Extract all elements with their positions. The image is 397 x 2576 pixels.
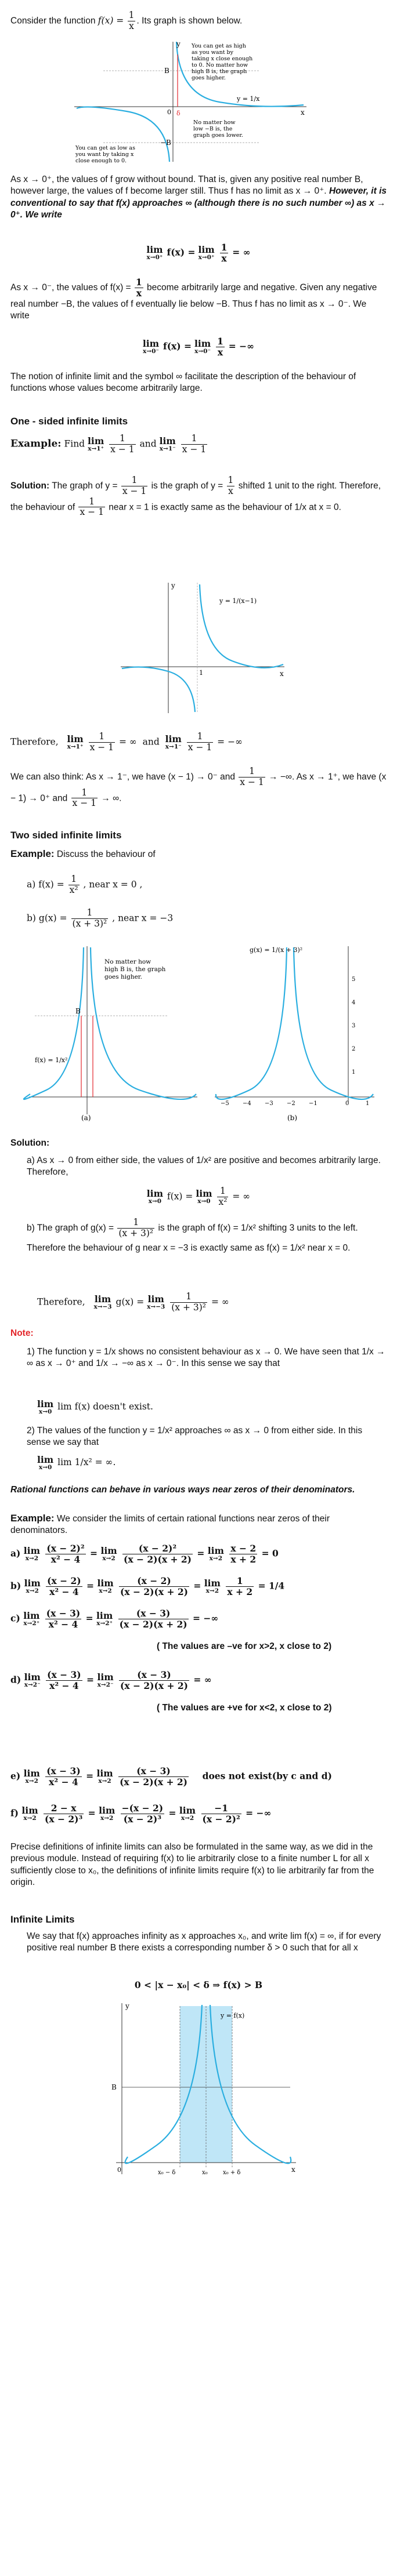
intro-paragraph: [10, 10, 387, 32]
curve-left: [122, 667, 195, 712]
svg-text:0: 0: [345, 1100, 349, 1107]
definition-condition: 0 < |x − x₀| < δ ⇒ f(x) > B: [134, 1979, 263, 1990]
svg-text:You can get as high: You can get as high: [192, 43, 246, 49]
svg-text:low −B is, the: low −B is, the: [193, 126, 233, 132]
graph-b: [215, 946, 374, 1122]
svg-text:y: y: [125, 2002, 129, 2010]
svg-text:you want by taking x: you want by taking x: [75, 151, 134, 158]
svg-text:You can get as low as: You can get as low as: [75, 145, 135, 151]
graphs-two-sided: [23, 940, 377, 1126]
example-rational: Example: We consider the limits of certain rational functions near zeros of their denominators.: [10, 1513, 330, 1536]
svg-text:high B is, the graph: high B is, the graph: [192, 68, 247, 75]
svg-text:to 0. No matter how: to 0. No matter how: [192, 62, 248, 68]
svg-text:y = f(x): y = f(x): [221, 2012, 245, 2019]
svg-text:x: x: [280, 670, 284, 678]
solution-two-sided-label: Solution:: [10, 1138, 50, 1148]
row-d: d) lim x→2⁻ $\frac{(x - 3)}{\text{x² − 4}}$ = lim x→2⁻ $\frac{(x - 3)}{(x - 2)(x + 2)}$ = ∞: [10, 1669, 212, 1691]
note-1-limit: lim x→0 lim f(x) doesn't exist.: [37, 1398, 153, 1415]
svg-text:goes higher.: goes higher.: [104, 973, 143, 980]
graph-a: [24, 946, 197, 1122]
label-B: B: [164, 67, 169, 75]
svg-text:goes higher.: goes higher.: [192, 75, 226, 81]
annotation-right: [193, 119, 243, 139]
note-1: 1) The function y = 1/x shows no consistent behaviour as x → 0. We have seen that 1/x → ∞ as x → 0⁺ and 1/x → −∞ as x → 0⁻. In this sense we say that: [27, 1347, 385, 1369]
equation-lim-plus: lim x→0⁺ f(x) = lim x→0⁺ $\frac{1}{x}$ = ∞: [146, 242, 251, 264]
svg-text:x₀ + δ: x₀ + δ: [223, 2170, 241, 2176]
svg-text:y = 1/(x−1): y = 1/(x−1): [219, 597, 257, 605]
equation-lim-minus: lim x→0⁻ f(x) = lim x→0⁻ $\frac{1}{x}$ = −∞: [142, 336, 255, 358]
svg-text:−2: −2: [287, 1100, 295, 1107]
svg-text:(a): (a): [81, 1114, 91, 1122]
note-2-limit: lim x→0 lim 1/x² = ∞.: [37, 1454, 116, 1471]
note-c: ( The values are –ve for x>2, x close to 2): [157, 1641, 332, 1651]
example-two-sided: Example: Discuss the behaviour of: [10, 848, 156, 859]
svg-text:B: B: [75, 1007, 81, 1015]
svg-text:5: 5: [352, 976, 356, 983]
svg-text:high B is, the graph: high B is, the graph: [104, 966, 166, 973]
svg-text:B: B: [111, 2083, 117, 2091]
row-b: b) lim x→2 $\frac{(x - 2)}{\text{x² − 4}}$ = lim x→2 $\frac{(x - 2)}{(x - 2)(x + 2)}$ = lim x→2 $\frac{1}{x + 2}$ = 1/4: [10, 1575, 285, 1597]
svg-text:x: x: [291, 2166, 295, 2174]
svg-text:1: 1: [352, 1069, 356, 1076]
label-axis-y: y: [176, 40, 181, 48]
svg-text:x₀: x₀: [202, 2170, 208, 2176]
rational-functions-statement: Rational functions can behave in various ways near zeros of their denominators.: [10, 1485, 355, 1495]
heading-infinite-limits: Infinite Limits: [10, 1914, 75, 1925]
graph-one-over-x: [68, 37, 312, 165]
definition-infinite-limits: We say that f(x) approaches infinity as x approaches x₀, and write lim f(x) = ∞, if for every positive real number B there exists a corresponding number δ > 0 such that for all x: [27, 1931, 381, 1953]
solution-one-sided: Solution: The graph of y = $\frac{1}{x - 1}$ is the graph of y = $\frac{1}{x}$ shifted 1 unit to the right. Therefore, the behaviour of $\frac{1}{x - 1}$ near x = 1 is exactly same as the behaviour of 1/x at x = 0.: [10, 475, 381, 518]
svg-text:−5: −5: [221, 1100, 229, 1107]
svg-text:0: 0: [117, 2166, 121, 2174]
note-label: Note:: [10, 1328, 34, 1338]
graph-definition: [104, 2000, 302, 2186]
svg-text:No matter how: No matter how: [104, 958, 151, 965]
label-delta: δ: [176, 110, 181, 117]
paragraph-precise-definitions: Precise definitions of infinite limits can also be formulated in the same way, as we did in the previous module. Instead of requiring f(x) to lie arbitrarily close to a finite number L for all x sufficiently close to x₀, the definitions of infinite limits require f(x) to lie arbitrarily far from the origin.: [10, 1842, 374, 1888]
function-symbol: f(x) =: [98, 15, 124, 26]
svg-text:4: 4: [352, 1000, 356, 1006]
label-equation: y = 1/x: [237, 95, 260, 103]
graph-one-over-x-minus-1: [116, 580, 290, 716]
label-negB: −B: [160, 139, 171, 147]
equation-lim-one-over-x2: lim x→0 f(x) = lim x→0 $\frac{1}{\text{x²}}$ = ∞: [146, 1186, 251, 1207]
note-2: 2) The values of the function y = 1/x² approaches ∞ as x → 0 from either side. In this sense we say that: [27, 1426, 363, 1448]
note-d: ( The values are +ve for x<2, x close to 2): [157, 1703, 332, 1713]
label-origin: 0: [167, 108, 171, 116]
row-f: f) lim x→2 $\frac{2 - x}{\text{(x − 2)³}}$ = lim x→2 $\frac{-(x - 2)}{\text{(x − 2)³}}$ = lim x→2 $\frac{-1}{\text{(x − 2)²}}$ = −∞: [10, 1803, 272, 1825]
heading-one-sided: One - sided infinite limits: [10, 416, 128, 427]
intro-text-end: . Its graph is shown below.: [136, 16, 243, 26]
solution-two-sided-a: a) As x → 0 from either side, the values of 1/x² are positive and becomes arbitrarily large. Therefore,: [27, 1156, 381, 1178]
paragraph-negative-side: As x → 0⁻, the values of f(x) = $\frac{1}{x}$ become arbitrarily large and negative. Given any negative real number −B, the values of f eventually lie below −B. Thus f has no limit as x → 0⁻. We write: [10, 277, 377, 321]
svg-text:close enough to 0.: close enough to 0.: [75, 158, 127, 164]
intro-text: Consider the function: [10, 16, 96, 26]
svg-text:3: 3: [352, 1023, 356, 1029]
svg-text:−4: −4: [243, 1100, 251, 1107]
paragraph-also-think: We can also think: As x → 1⁻, we have (x − 1) → 0⁻ and $\frac{1}{x - 1}$ → −∞. As x → 1⁺, we have (x − 1) → 0⁺ and $\frac{1}{x - 1}$ → ∞.: [10, 766, 387, 809]
example-two-sided-a: a) f(x) = $\frac{1}{\text{x²}}$ , near x = 0 ,: [27, 874, 143, 895]
svg-text:1: 1: [366, 1100, 370, 1107]
svg-text:−1: −1: [309, 1100, 317, 1107]
svg-text:−3: −3: [265, 1100, 273, 1107]
solution-two-sided-b: b) The graph of g(x) = $\frac{1}{\text{(x + 3)²}}$ is the graph of f(x) = 1/x² shifting 3 units to the left. Therefore the behaviour of g near x = −3 is exactly same as f(x) = 1/x² near x = 0.: [27, 1217, 358, 1253]
fraction-1-over-x: $\frac{1}{x}$: [128, 10, 135, 31]
annotation-top: [191, 43, 252, 81]
label-axis-x: x: [301, 108, 305, 117]
svg-text:(b): (b): [287, 1114, 298, 1122]
row-c: c) lim x→2⁺ $\frac{(x - 3)}{\text{x² − 4}}$ = lim x→2⁺ $\frac{(x - 3)}{(x - 2)(x + 2)}$ = −∞: [10, 1608, 219, 1630]
paragraph-positive-side: As x → 0⁺, the values of f grow without bound. That is, given any positive real number B, however large, the values of f become larger still. Thus f has no limit as x → 0⁺. However, it is conventional to say that f(x) approaches ∞ (although there is no such number ∞) as x → 0⁺. We write: [10, 175, 387, 220]
svg-text:f(x) = 1/x²: f(x) = 1/x²: [35, 1056, 68, 1064]
row-e: e) lim x→2 $\frac{(x - 3)}{\text{x² − 4}}$ = lim x→2 $\frac{(x - 3)}{(x - 2)(x + 2)}$ does not exist(by c and d): [10, 1765, 332, 1787]
example-two-sided-b: b) g(x) = $\frac{1}{\text{(x + 3)²}}$ , near x = −3: [27, 907, 174, 929]
svg-text:g(x) = 1/(x + 3)²: g(x) = 1/(x + 3)²: [250, 946, 303, 954]
svg-text:1: 1: [199, 669, 203, 677]
equation-lim-g: Therefore, lim x→−3 g(x) = lim x→−3 $\frac{1}{\text{(x + 3)²}}$ = ∞: [37, 1291, 229, 1313]
annotation-left: [75, 145, 135, 164]
svg-text:No matter how: No matter how: [193, 119, 236, 126]
svg-text:taking x close enough: taking x close enough: [192, 56, 253, 62]
example-one-sided: Example: Find lim x→1⁺ $\frac{1}{x - 1}$ and lim x→1⁻ $\frac{1}{x - 1}$: [10, 433, 207, 455]
svg-text:x₀ − δ: x₀ − δ: [158, 2170, 176, 2176]
svg-text:2: 2: [352, 1046, 356, 1052]
svg-text:graph goes lower.: graph goes lower.: [193, 132, 243, 139]
paragraph-notion: The notion of infinite limit and the symbol ∞ facilitate the description of the behaviour of functions whose values become arbitrarily large.: [10, 372, 356, 394]
result-one-sided: Therefore, lim x→1⁺ $\frac{1}{x - 1}$ = ∞ and lim x→1⁻ $\frac{1}{x - 1}$ = −∞: [10, 731, 243, 753]
heading-two-sided: Two sided infinite limits: [10, 830, 122, 841]
svg-text:as you want by: as you want by: [192, 49, 233, 56]
svg-text:y: y: [171, 582, 175, 590]
row-a: a) lim x→2 $\frac{\text{(x − 2)²}}{\text{x² − 4}}$ = lim x→2 $\frac{\text{(x − 2)²}}{(x - 2)(x + 2)}$ = lim x→2 $\frac{x - 2}{x + 2}$ = 0: [10, 1543, 279, 1565]
